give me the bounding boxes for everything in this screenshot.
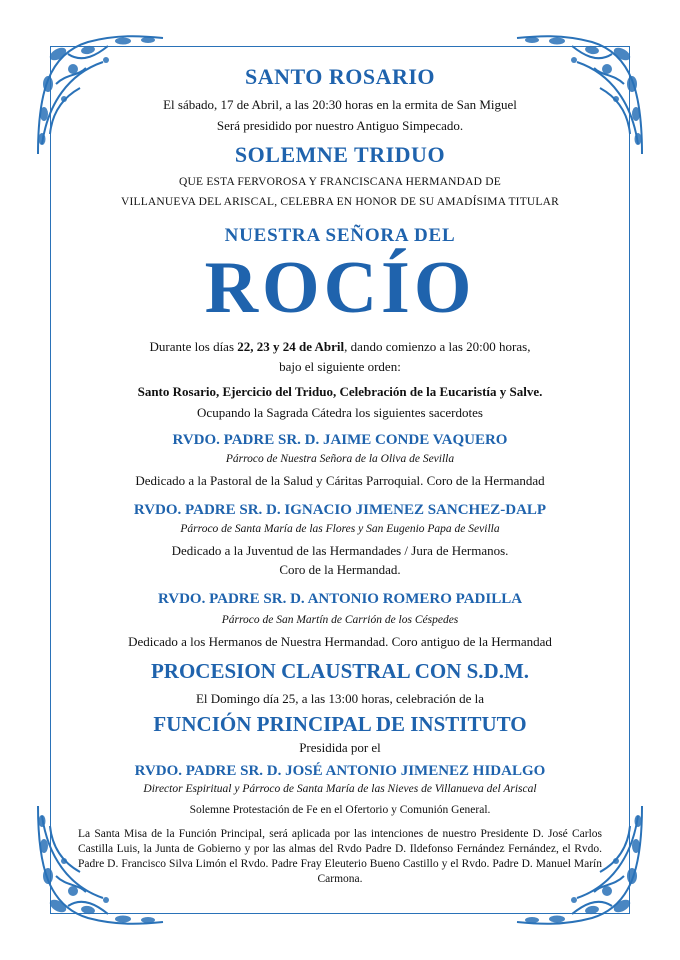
protestacion-line: Solemne Protestación de Fe en el Ofertorio y Comunión General. <box>189 804 491 816</box>
sacerdote-role: Párroco de Nuestra Señora de la Oliva de Sevilla <box>225 453 455 465</box>
sacerdote-name: RVDO. PADRE SR. D. ANTONIO ROMERO PADILLA <box>157 591 523 607</box>
catedra-line: Ocupando la Sagrada Cátedra los siguientes sacerdotes <box>197 405 483 420</box>
triduo-line: VILLANUEVA DEL ARISCAL, CELEBRA EN HONOR DE SU AMADÍSIMA TITULAR <box>120 196 560 208</box>
funcion-intro: El Domingo día 25, a las 13:00 horas, celebración de la <box>195 691 485 706</box>
rosario-title: SANTO ROSARIO <box>244 64 436 89</box>
sacerdote-name: RVDO. PADRE SR. D. IGNACIO JIMENEZ SANCHEZ-DALP <box>133 502 547 518</box>
nuestra-senora-heading: NUESTRA SEÑORA DEL <box>224 225 456 246</box>
sacerdote-dedicado: Dedicado a la Juventud de las Hermandades / Jura de Hermanos. <box>171 543 509 558</box>
sacerdote-dedicado: Coro de la Hermandad. <box>279 562 401 577</box>
sacerdote-dedicado: Dedicado a los Hermanos de Nuestra Hermandad. Coro antiguo de la Hermandad <box>128 634 552 649</box>
procesion-title: PROCESION CLAUSTRAL CON S.D.M. <box>150 659 530 683</box>
presidida-line: Presidida por el <box>299 740 381 755</box>
dias-line: Durante los días 22, 23 y 24 de Abril, dando comienzo a las 20:00 horas, <box>149 339 531 354</box>
triduo-title: SOLEMNE TRIDUO <box>234 142 446 167</box>
rocio-title: ROCÍO <box>204 247 476 329</box>
actos-line: Santo Rosario, Ejercicio del Triduo, Celebración de la Eucaristía y Salve. <box>137 384 543 399</box>
director-name: RVDO. PADRE SR. D. JOSÉ ANTONIO JIMENEZ HIDALGO <box>134 763 546 779</box>
funcion-title: FUNCIÓN PRINCIPAL DE INSTITUTO <box>153 712 527 736</box>
announcement-body <box>70 64 610 887</box>
sacerdote-role: Párroco de Santa María de las Flores y San Eugenio Papa de Sevilla <box>180 523 500 535</box>
rosario-line: Será presidido por nuestro Antiguo Simpecado. <box>216 118 464 133</box>
orden-line: bajo el siguiente orden: <box>279 359 401 374</box>
sacerdote-name: RVDO. PADRE SR. D. JAIME CONDE VAQUERO <box>172 432 508 448</box>
sacerdote-role: Párroco de San Martín de Carrión de los Céspedes <box>221 614 459 626</box>
sacerdote-dedicado: Dedicado a la Pastoral de la Salud y Cáritas Parroquial. Coro de la Hermandad <box>135 473 545 488</box>
director-role: Director Espiritual y Párroco de Santa María de las Nieves de Villanueva del Ariscal <box>143 783 537 795</box>
misa-paragraph: La Santa Misa de la Función Principal, será aplicada por las intenciones de nuestro Presidente D. José Carlos Castilla Luis, la Junta de Gobierno y por las almas del Rvdo Padre D. Ildefonso Fernández Fernández, el Rvdo. Padre D. Francisco Silva Limón el Rvdo. Padre Fray Eleuterio Bueno Castillo y el Rvdo. Padre D. Manuel Marín Carmona. <box>78 828 602 885</box>
triduo-line: QUE ESTA FERVOROSA Y FRANCISCANA HERMANDAD DE <box>179 176 501 188</box>
rosario-line: El sábado, 17 de Abril, a las 20:30 horas en la ermita de San Miguel <box>163 97 517 112</box>
